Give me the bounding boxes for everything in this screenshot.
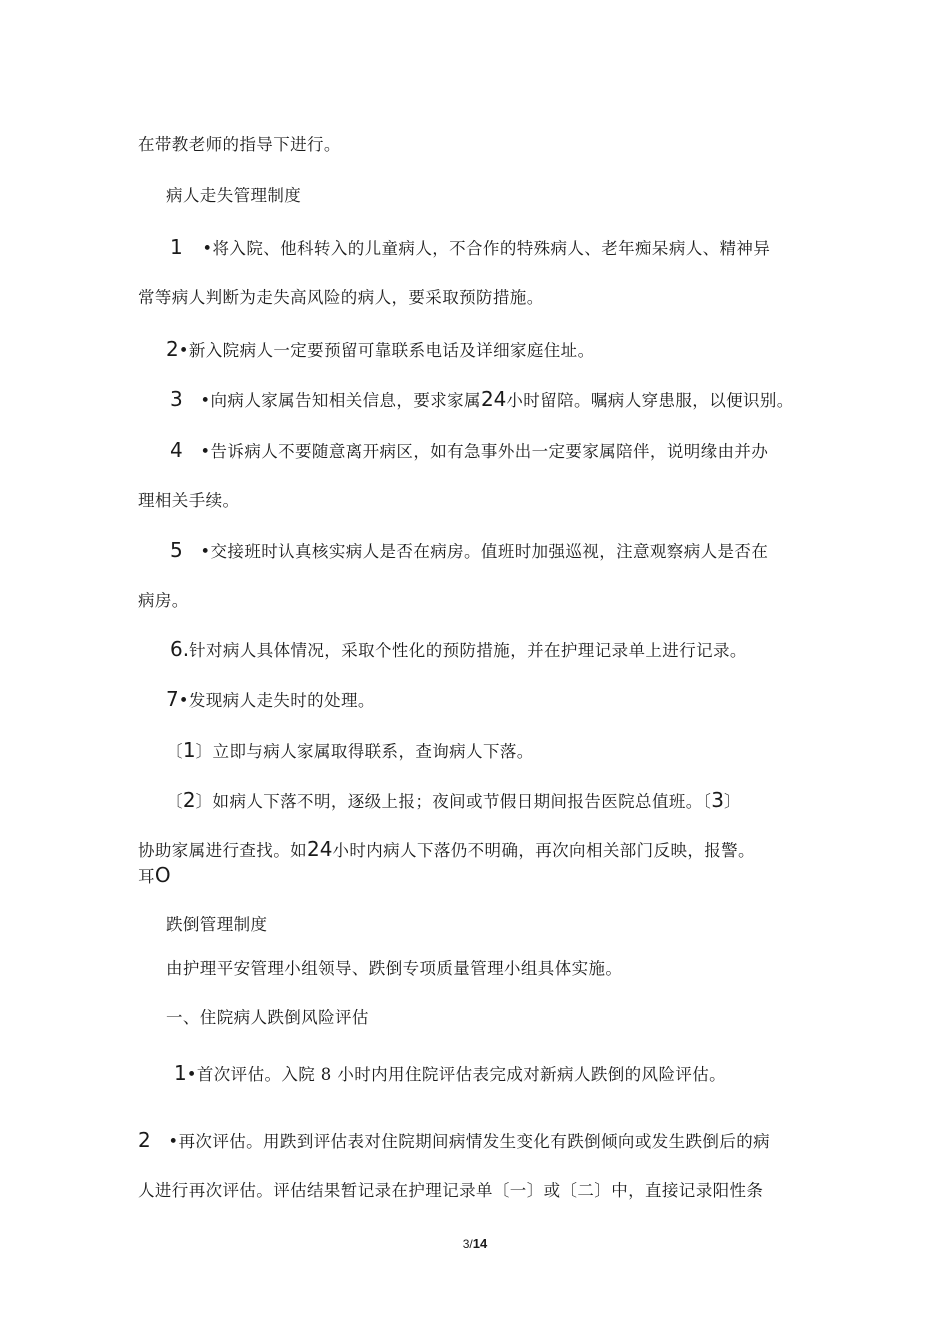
list-item-3 <box>170 388 794 412</box>
item-number: 1 <box>170 235 183 259</box>
paragraph-line <box>138 287 544 309</box>
item-number: 2 <box>138 1128 151 1152</box>
heading-text: 一、住院病人跌倒风险评估 <box>166 1008 369 1027</box>
sub-item-2 <box>166 789 741 813</box>
text: 病房。 <box>138 591 189 610</box>
paragraph-line <box>166 958 622 980</box>
sub-item-text: 〕如病人下落不明，逐级上报；夜间或节假日期间报告医院总值班。〔 <box>195 792 712 811</box>
item-number: 3 <box>170 387 183 411</box>
subsection-heading <box>166 1007 369 1029</box>
sub-item-number-3: 3 <box>711 788 725 812</box>
paragraph-line <box>138 1180 763 1202</box>
paragraph-line <box>138 590 189 612</box>
section-heading-fall <box>166 914 267 936</box>
item-number: 6. <box>170 637 190 661</box>
item-text-cont: 小时留陪。嘱病人穿患服，以便识别。 <box>506 391 794 410</box>
list-item-1-fall <box>174 1062 726 1086</box>
item-number: 1 <box>174 1061 187 1085</box>
list-item-5 <box>170 539 768 563</box>
list-item-6 <box>170 638 747 662</box>
heading-text: 病人走失管理制度 <box>166 186 302 205</box>
paragraph-line <box>138 838 755 862</box>
item-number: 7 <box>166 687 179 711</box>
text: 在带教老师的指导下进行。 <box>138 135 341 154</box>
list-item-4 <box>170 439 768 463</box>
text: 理相关手续。 <box>138 491 240 510</box>
text: 协助家属进行查找。如 <box>138 841 307 860</box>
page-number <box>0 1236 950 1251</box>
text: 常等病人判断为走失高风险的病人，要采取预防措施。 <box>138 288 544 307</box>
text: 耳 <box>138 867 155 886</box>
paragraph-line <box>138 864 171 888</box>
item-number: 2 <box>166 337 179 361</box>
sub-item-number: 1 <box>182 738 196 762</box>
item-text: •向病人家属告知相关信息，要求家属 <box>200 391 481 410</box>
sub-item-text: 〕立即与病人家属取得联系，查询病人下落。 <box>195 742 534 761</box>
section-heading-missing-patient <box>166 185 301 207</box>
page-total: 14 <box>472 1236 488 1251</box>
hours-number: 24 <box>480 387 507 411</box>
list-item-1 <box>170 236 770 260</box>
list-item-2-fall <box>138 1129 770 1153</box>
bracket: 〔 <box>166 742 183 761</box>
page-current: 3/ <box>462 1237 473 1251</box>
item-text: •首次评估。入院 8 小时内用住院评估表完成对新病人跌倒的风险评估。 <box>186 1065 727 1084</box>
bracket: 〕 <box>724 792 741 811</box>
item-text: 针对病人具体情况，采取个性化的预防措施，并在护理记录单上进行记录。 <box>189 641 747 660</box>
text: 人进行再次评估。评估结果暂记录在护理记录单〔一〕或〔二〕中，直接记录阳性条 <box>138 1181 764 1200</box>
text-cont: 小时内病人下落仍不明确，再次向相关部门反映，报警。 <box>332 841 755 860</box>
item-text: •再次评估。用跌到评估表对住院期间病情发生变化有跌倒倾向或发生跌倒后的病 <box>168 1132 771 1151</box>
text: 由护理平安管理小组领导、跌倒专项质量管理小组具体实施。 <box>166 959 623 978</box>
heading-text: 跌倒管理制度 <box>166 915 268 934</box>
item-text: •将入院、他科转入的儿童病人，不合作的特殊病人、老年痴呆病人、精神异 <box>202 239 771 258</box>
hours-number: 24 <box>307 837 333 861</box>
item-text: •交接班时认真核实病人是否在病房。值班时加强巡视，注意观察病人是否在 <box>200 542 769 561</box>
item-text: •发现病人走失时的处理。 <box>178 691 375 710</box>
stray-letter: O <box>154 863 171 887</box>
item-text: •告诉病人不要随意离开病区，如有急事外出一定要家属陪伴，说明缘由并办 <box>200 442 769 461</box>
sub-item-1 <box>166 739 534 763</box>
bracket: 〔 <box>166 792 183 811</box>
paragraph-line <box>138 134 341 156</box>
item-number: 5 <box>170 538 183 562</box>
list-item-7 <box>166 688 375 712</box>
item-number: 4 <box>170 438 183 462</box>
paragraph-line <box>138 490 239 512</box>
item-text: •新入院病人一定要预留可靠联系电话及详细家庭住址。 <box>178 341 595 360</box>
list-item-2 <box>166 338 594 362</box>
sub-item-number: 2 <box>182 788 196 812</box>
